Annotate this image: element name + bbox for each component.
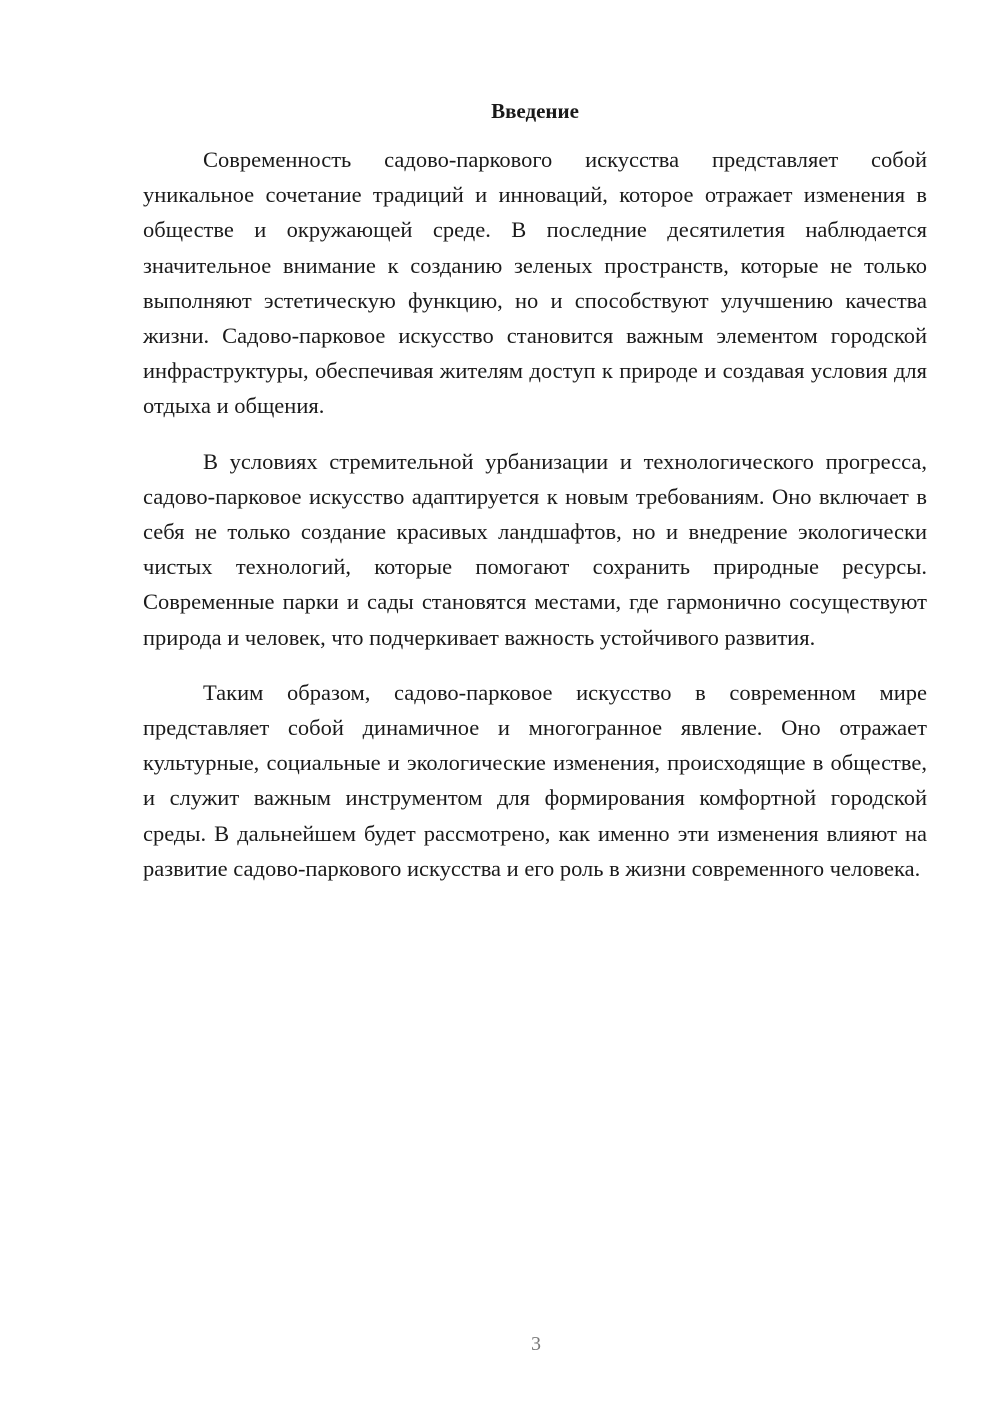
body-text <box>143 142 927 906</box>
section-title: Введение <box>491 99 579 123</box>
page-number: 3 <box>531 1333 541 1355</box>
paragraph-1: Современность садово-паркового искусства представляет собой уникальное сочетание традиций и инноваций, которое отражает изменения в обществе и окружающей среде. В последние десятилетия наблюдается значительное внимание к созданию зеленых пространств, которые не только выполняют эстетическую функцию, но и способствуют улучшению качества жизни. Садово-парковое искусство становится важным элементом городской инфраструктуры, обеспечивая жителям доступ к природе и создавая условия для отдыха и общения. <box>143 147 927 419</box>
paragraph-3: Таким образом, садово-парковое искусство в современном мире представляет собой динамичное и многогранное явление. Оно отражает культурные, социальные и экологические изменения, происходящие в обществе, и служит важным инструментом для формирования комфортной городской среды. В дальнейшем будет рассмотрено, как именно эти изменения влияют на развитие садово-паркового искусства и его роль в жизни современного человека. <box>143 679 927 881</box>
paragraph-2: В условиях стремительной урбанизации и технологического прогресса, садово-парковое искусство адаптируется к новым требованиям. Оно включает в себя не только создание красивых ландшафтов, но и внедрение экологически чистых технологий, которые помогают сохранить природные ресурсы. Современные парки и сады становятся местами, где гармонично сосуществуют природа и человек, что подчеркивает важность устойчивого развития. <box>143 448 927 650</box>
